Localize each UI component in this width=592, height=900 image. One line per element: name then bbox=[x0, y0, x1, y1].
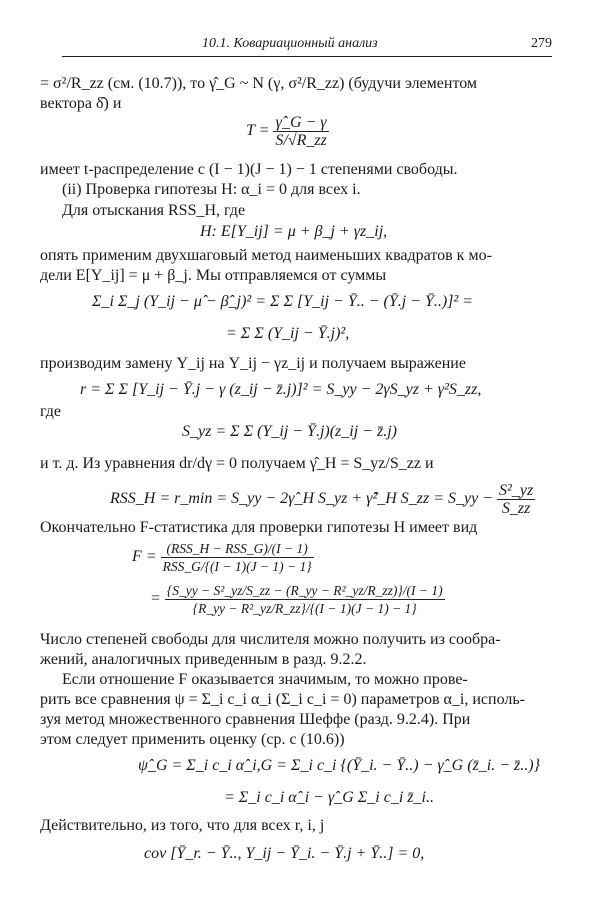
text-line-15: рить все сравнения ψ = Σ_i c_i α_i (Σ_i c_i = 0) параметров α_i, исполь- bbox=[40, 691, 525, 708]
equation-syz: S_yz = Σ Σ (Y_ij − Ȳ.j)(z_ij − z̄.j) bbox=[182, 423, 397, 440]
fraction bbox=[161, 540, 314, 575]
equation-rss-h bbox=[110, 482, 535, 517]
denominator: RSS_G/{(I − 1)(J − 1) − 1} bbox=[162, 559, 312, 574]
text-line-16: зуя метод множественного сравнения Шеффе (разд. 9.2.4). При bbox=[40, 711, 471, 728]
text-line-18: Действительно, из того, что для всех r, i, j bbox=[40, 817, 325, 834]
numerator: {S_yy − S²_yz/S_zz − (R_yy − R²_yz/R_zz)}/(I − 1) bbox=[166, 583, 443, 598]
equation-cov: cov [Ȳ_r. − Ȳ.., Y_ij − Ȳ_i. − Ȳ.j + Ȳ..] = 0, bbox=[144, 845, 425, 862]
text-line-10: и т. д. Из уравнения dr/dγ = 0 получаем γ̂_H = S_yz/S_zz и bbox=[40, 455, 434, 472]
text-line-12: Число степеней свободы для числителя можно получить из сообра- bbox=[40, 631, 501, 648]
text-line-11: Окончательно F-статистика для проверки гипотезы H имеет вид bbox=[40, 519, 478, 536]
equation-psi-1: ψ̂_G = Σ_i c_i α̂_i,G = Σ_i c_i {(Ȳ_i. − Ȳ..) − γ̂_G (z̄_i. − z̄..)} bbox=[138, 757, 540, 774]
equation-t-statistic bbox=[246, 114, 329, 149]
fraction bbox=[273, 114, 328, 149]
denominator: {R_yy − R²_yz/R_zz}/{(I − 1)(J − 1) − 1} bbox=[192, 601, 417, 616]
section-title: 10.1. Ковариационный анализ bbox=[202, 36, 378, 51]
numerator: (RSS_H − RSS_G)/(I − 1) bbox=[161, 540, 314, 558]
denominator: S_zz bbox=[501, 500, 531, 517]
equation-f-1 bbox=[132, 540, 314, 575]
text-line-2: вектора δ̂) и bbox=[40, 95, 122, 112]
equation-lhs: F = bbox=[132, 548, 157, 566]
denominator: S/√R_zz bbox=[275, 132, 327, 149]
text-line-14: Если отношение F оказывается значимым, то можно прове- bbox=[62, 671, 468, 688]
text-line-3: имеет t-распределение с (I − 1)(J − 1) − 1 степенями свободы. bbox=[40, 161, 458, 178]
equation-sum-2: = Σ Σ (Y_ij − Ȳ.j)², bbox=[226, 325, 350, 342]
fraction bbox=[497, 482, 535, 517]
numerator: γ̂_G − γ bbox=[273, 114, 328, 132]
text-line-7: дели E[Y_ij] = μ + β_j. Мы отправляемся от суммы bbox=[40, 267, 387, 284]
equation-lhs: T = bbox=[246, 122, 270, 140]
running-header bbox=[62, 36, 552, 57]
equation-f-2: = $\frac{\text{\{S\_yy − S²\_yz/S\_zz − (R\_yy − R²\_yz/R\_zz)\}/(I − 1)}}{\text{\{R\_yy − R²\_yz/R\_zz\}/\{(I − 1)(J − 1) − 1\}}}$ bbox=[150, 583, 443, 616]
text-line-4: (ii) Проверка гипотезы H: α_i = 0 для всех i. bbox=[62, 181, 361, 198]
equation-lhs: RSS_H = r_min = S_yy − 2γ̂_H S_yz + γ̂²_H S_zz = S_yy − bbox=[110, 490, 494, 508]
equation-sum-1: Σ_i Σ_j (Y_ij − μ̂ − β̂_j)² = Σ Σ [Y_ij − Ȳ.. − (Ȳ.j − Ȳ..)]² = bbox=[92, 293, 474, 310]
fraction bbox=[165, 582, 445, 617]
equation-r: r = Σ Σ [Y_ij − Ȳ.j − γ (z_ij − z̄.j)]² = S_yy − 2γS_yz + γ²S_zz, bbox=[80, 381, 482, 398]
text-line-9: где bbox=[40, 403, 62, 420]
text-line-1: = σ²/R_zz (см. (10.7)), то γ̂_G ~ N (γ, σ²/R_zz) (будучи элементом bbox=[40, 75, 478, 92]
text-line-8: производим замену Y_ij на Y_ij − γz_ij и получаем выражение bbox=[40, 355, 466, 372]
equation-hypothesis-h: H: E[Y_ij] = μ + β_j + γz_ij, bbox=[200, 223, 388, 240]
text-line-17: этом следует применить оценку (ср. с (10.6)) bbox=[40, 731, 345, 748]
page-number: 279 bbox=[531, 36, 552, 51]
numerator: S²_yz bbox=[499, 482, 534, 499]
text-line-6: опять применим двухшаговый метод наименьших квадратов к мо- bbox=[40, 247, 492, 264]
text-line-5: Для отыскания RSS_H, где bbox=[62, 202, 246, 219]
text-line-13: жений, аналогичных приведенным в разд. 9.2.2. bbox=[40, 651, 367, 668]
equation-psi-2: = Σ_i c_i α̂_i − γ̂_G Σ_i c_i z̄_i.. bbox=[224, 789, 434, 806]
